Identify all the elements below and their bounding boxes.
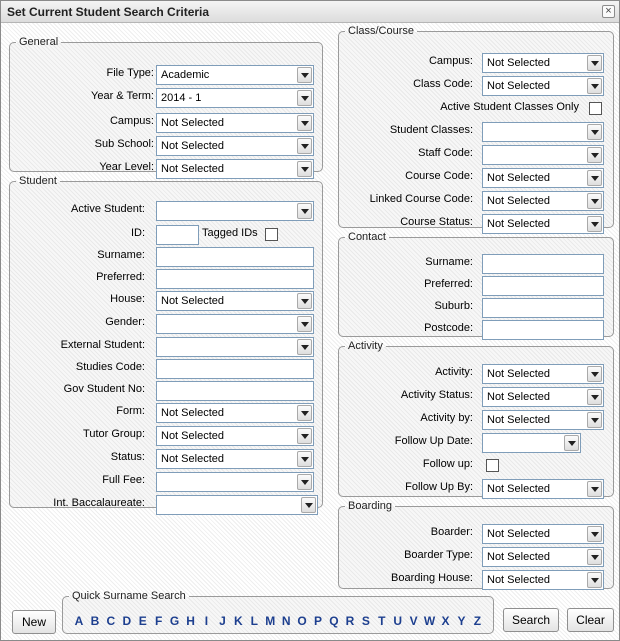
general-campus-label: Campus:	[109, 115, 154, 127]
course-status-label: Course Status:	[400, 216, 473, 228]
form-value: Not Selected	[161, 407, 224, 419]
boarder-type-value: Not Selected	[487, 551, 550, 563]
title-bar	[1, 1, 619, 23]
sub-school-label: Sub School:	[94, 138, 154, 150]
postcode-input[interactable]	[482, 320, 604, 340]
chevron-down-icon[interactable]	[297, 316, 312, 332]
class-code-value: Not Selected	[487, 80, 550, 92]
activity-value: Not Selected	[487, 368, 550, 380]
active-classes-only-checkbox[interactable]	[589, 102, 602, 115]
letter-link[interactable]: E	[138, 614, 147, 628]
status-select[interactable]	[156, 449, 314, 469]
chevron-down-icon[interactable]	[297, 90, 312, 106]
contact-preferred-label: Preferred:	[424, 278, 473, 290]
contact-legend: Contact	[348, 231, 386, 243]
linked-course-code-label: Linked Course Code:	[369, 193, 473, 205]
chevron-down-icon[interactable]	[587, 193, 602, 209]
activity-section	[338, 340, 614, 497]
follow-up-by-value: Not Selected	[487, 483, 550, 495]
activity-legend: Activity	[348, 340, 383, 352]
activity-status-select[interactable]	[482, 387, 604, 407]
letter-link[interactable]: R	[345, 614, 355, 628]
letter-link[interactable]: A	[74, 614, 84, 628]
full-fee-select[interactable]	[156, 472, 314, 492]
boarder-type-label: Boarder Type:	[404, 549, 473, 561]
file-type-value: Academic	[161, 69, 210, 81]
year-term-value: 2014 - 1	[161, 92, 202, 104]
suburb-label: Suburb:	[434, 300, 473, 312]
chevron-down-icon[interactable]	[587, 389, 602, 405]
cc-campus-label: Campus:	[428, 55, 473, 67]
boarding-house-label: Boarding House:	[391, 572, 473, 584]
course-code-label: Course Code:	[405, 170, 473, 182]
staff-code-select[interactable]	[482, 145, 604, 165]
chevron-down-icon[interactable]	[297, 203, 312, 219]
activity-by-select[interactable]	[482, 410, 604, 430]
student-classes-select[interactable]	[482, 122, 604, 142]
staff-code-label: Staff Code:	[418, 147, 473, 159]
student-legend: Student	[19, 175, 57, 187]
chevron-down-icon[interactable]	[587, 549, 602, 565]
letter-link[interactable]: G	[169, 614, 180, 628]
external-student-select[interactable]	[156, 337, 314, 357]
general-section	[9, 36, 323, 175]
chevron-down-icon[interactable]	[587, 526, 602, 542]
chevron-down-icon[interactable]	[297, 115, 312, 131]
follow-up-by-label: Follow Up By:	[405, 481, 473, 493]
follow-up-label: Follow up:	[422, 458, 473, 470]
letter-list	[71, 614, 485, 628]
id-input[interactable]	[156, 225, 199, 245]
chevron-down-icon[interactable]	[297, 67, 312, 83]
gender-label: Gender:	[105, 316, 145, 328]
course-code-select[interactable]	[482, 168, 604, 188]
letter-link[interactable]: J	[219, 614, 226, 628]
year-term-label: Year & Term:	[91, 90, 154, 102]
int-bacc-label: Int. Baccalaureate:	[53, 497, 145, 509]
general-campus-value: Not Selected	[161, 117, 224, 129]
gov-student-no-label: Gov Student No:	[63, 383, 145, 395]
clear-button[interactable]: Clear	[567, 608, 614, 632]
follow-up-date-picker[interactable]	[482, 433, 581, 453]
letter-link[interactable]: U	[393, 614, 403, 628]
letter-link[interactable]: D	[122, 614, 132, 628]
chevron-down-icon[interactable]	[297, 293, 312, 309]
quick-search-legend: Quick Surname Search	[72, 590, 186, 602]
letter-link[interactable]: M	[265, 614, 276, 628]
chevron-down-icon[interactable]	[297, 474, 312, 490]
contact-surname-input[interactable]	[482, 254, 604, 274]
letter-link[interactable]: P	[314, 614, 323, 628]
contact-surname-label: Surname:	[425, 256, 473, 268]
student-section	[9, 175, 323, 508]
general-campus-select[interactable]	[156, 113, 314, 133]
chevron-down-icon[interactable]	[297, 451, 312, 467]
contact-section	[338, 231, 614, 337]
letter-link[interactable]: F	[154, 614, 163, 628]
class-course-section	[338, 25, 614, 228]
full-fee-label: Full Fee:	[102, 474, 145, 486]
boarding-legend: Boarding	[348, 500, 393, 512]
form-select[interactable]	[156, 403, 314, 423]
year-level-value: Not Selected	[161, 163, 224, 175]
letter-link[interactable]: H	[186, 614, 195, 628]
activity-by-label: Activity by:	[420, 412, 473, 424]
contact-preferred-input[interactable]	[482, 276, 604, 296]
house-value: Not Selected	[161, 295, 224, 307]
class-code-label: Class Code:	[413, 78, 473, 90]
chevron-down-icon[interactable]	[587, 572, 602, 588]
new-button[interactable]: New	[12, 610, 56, 634]
letter-link[interactable]: L	[250, 614, 258, 628]
chevron-down-icon[interactable]	[587, 481, 602, 497]
search-button[interactable]: Search	[503, 608, 559, 632]
class-code-select[interactable]	[482, 76, 604, 96]
quick-surname-search	[62, 590, 494, 634]
close-icon[interactable]: ×	[602, 5, 615, 18]
external-student-label: External Student:	[60, 339, 145, 351]
tutor-group-label: Tutor Group:	[83, 428, 145, 440]
year-level-label: Year Level:	[99, 161, 154, 173]
letter-link[interactable]: T	[378, 614, 386, 628]
boarding-section	[338, 500, 614, 589]
letter-link[interactable]: X	[441, 614, 450, 628]
cc-campus-select[interactable]	[482, 53, 604, 73]
letter-link[interactable]: Y	[457, 614, 466, 628]
letter-link[interactable]: Q	[329, 614, 339, 628]
follow-up-checkbox[interactable]	[486, 459, 499, 472]
active-student-label: Active Student:	[71, 203, 145, 215]
activity-status-value: Not Selected	[487, 391, 550, 403]
gov-student-no-input[interactable]	[156, 381, 314, 401]
letter-link[interactable]: N	[281, 614, 291, 628]
chevron-down-icon[interactable]	[297, 339, 312, 355]
chevron-down-icon[interactable]	[301, 497, 316, 513]
linked-course-code-value: Not Selected	[487, 195, 550, 207]
postcode-label: Postcode:	[424, 322, 473, 334]
activity-by-value: Not Selected	[487, 414, 550, 426]
window-title: Set Current Student Search Criteria	[7, 5, 210, 19]
letter-link[interactable]: B	[90, 614, 100, 628]
chevron-down-icon[interactable]	[587, 147, 602, 163]
gender-select[interactable]	[156, 314, 314, 334]
tagged-ids-checkbox[interactable]	[265, 228, 278, 241]
student-classes-label: Student Classes:	[389, 124, 473, 136]
tagged-ids-label: Tagged IDs	[202, 227, 258, 239]
chevron-down-icon[interactable]	[587, 412, 602, 428]
boarder-select[interactable]	[482, 524, 604, 544]
boarder-type-select[interactable]	[482, 547, 604, 567]
student-preferred-label: Preferred:	[96, 271, 145, 283]
chevron-down-icon[interactable]	[587, 124, 602, 140]
letter-link[interactable]: S	[361, 614, 370, 628]
chevron-down-icon[interactable]	[297, 428, 312, 444]
follow-up-by-select[interactable]	[482, 479, 604, 499]
boarding-house-select[interactable]	[482, 570, 604, 590]
chevron-down-icon[interactable]	[297, 405, 312, 421]
tutor-group-value: Not Selected	[161, 430, 224, 442]
calendar-dropdown-icon[interactable]	[564, 435, 579, 451]
file-type-select[interactable]	[156, 65, 314, 85]
studies-code-label: Studies Code:	[75, 361, 145, 373]
status-value: Not Selected	[161, 453, 224, 465]
boarder-value: Not Selected	[487, 528, 550, 540]
house-label: House:	[110, 293, 145, 305]
chevron-down-icon[interactable]	[587, 78, 602, 94]
letter-link[interactable]: K	[234, 614, 243, 628]
boarder-label: Boarder:	[430, 526, 473, 538]
boarding-house-value: Not Selected	[487, 574, 550, 586]
activity-select[interactable]	[482, 364, 604, 384]
letter-link[interactable]: Z	[473, 614, 482, 628]
general-legend: General	[19, 36, 59, 48]
letter-link[interactable]: V	[409, 614, 418, 628]
activity-label: Activity:	[435, 366, 473, 378]
class-course-legend: Class/Course	[348, 25, 415, 37]
suburb-input[interactable]	[482, 298, 604, 318]
course-status-value: Not Selected	[487, 218, 550, 230]
letter-link[interactable]: C	[106, 614, 116, 628]
student-surname-input[interactable]	[156, 247, 314, 267]
chevron-down-icon[interactable]	[587, 170, 602, 186]
sub-school-select[interactable]	[156, 136, 314, 156]
linked-course-code-select[interactable]	[482, 191, 604, 211]
letter-link[interactable]: I	[204, 614, 209, 628]
course-code-value: Not Selected	[487, 172, 550, 184]
int-bacc-select[interactable]	[156, 495, 318, 515]
chevron-down-icon[interactable]	[587, 216, 602, 232]
status-label: Status:	[110, 451, 145, 463]
house-select[interactable]	[156, 291, 314, 311]
chevron-down-icon[interactable]	[587, 55, 602, 71]
chevron-down-icon[interactable]	[587, 366, 602, 382]
id-label: ID:	[130, 227, 145, 239]
sub-school-value: Not Selected	[161, 140, 224, 152]
active-classes-only-label: Active Student Classes Only	[440, 101, 579, 113]
letter-link[interactable]: W	[423, 614, 436, 628]
letter-link[interactable]: O	[297, 614, 307, 628]
student-preferred-input[interactable]	[156, 269, 314, 289]
form-label: Form:	[116, 405, 145, 417]
cc-campus-value: Not Selected	[487, 57, 550, 69]
file-type-label: File Type:	[106, 67, 154, 79]
student-surname-label: Surname:	[97, 249, 145, 261]
follow-up-date-label: Follow Up Date:	[394, 435, 473, 447]
chevron-down-icon[interactable]	[297, 138, 312, 154]
year-term-select[interactable]	[156, 88, 314, 108]
activity-status-label: Activity Status:	[400, 389, 473, 401]
active-student-select[interactable]	[156, 201, 314, 221]
studies-code-input[interactable]	[156, 359, 314, 379]
tutor-group-select[interactable]	[156, 426, 314, 446]
